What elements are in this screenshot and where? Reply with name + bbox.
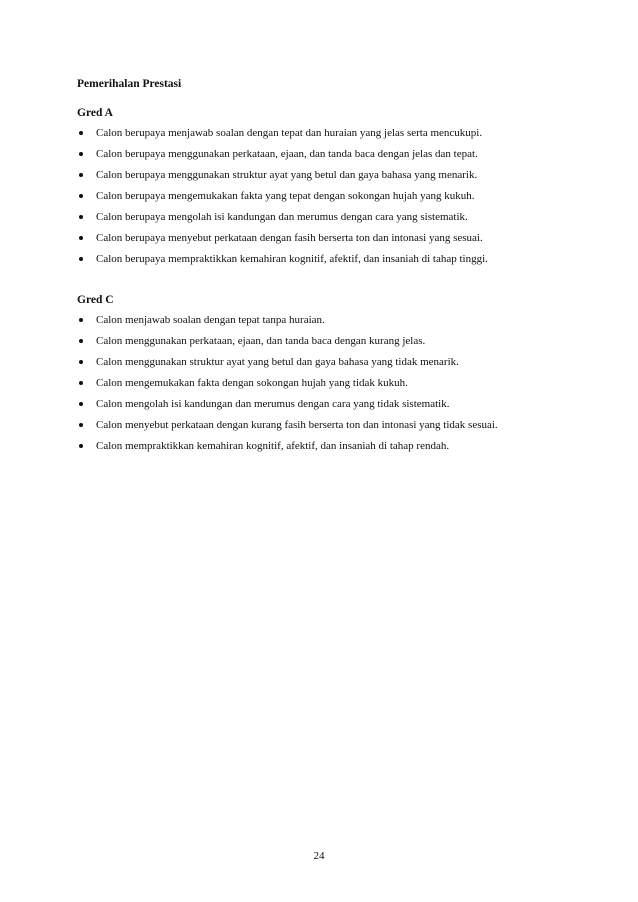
list-item-text: Calon berupaya mengemukakan fakta yang tepat dengan sokongan hujah yang kukuh.	[96, 190, 475, 202]
bullet-icon	[79, 444, 83, 448]
gred-c-heading: Gred C	[77, 294, 114, 306]
bullet-icon	[79, 236, 83, 240]
bullet-icon	[79, 194, 83, 198]
list-item-text: Calon menyebut perkataan dengan kurang fasih berserta ton dan intonasi yang tidak sesuai.	[96, 419, 498, 431]
bullet-icon	[79, 215, 83, 219]
bullet-icon	[79, 381, 83, 385]
bullet-icon	[79, 339, 83, 343]
list-item-text: Calon menjawab soalan dengan tepat tanpa huraian.	[96, 314, 325, 326]
list-item-text: Calon berupaya menjawab soalan dengan tepat dan huraian yang jelas serta mencukupi.	[96, 127, 483, 139]
bullet-icon	[79, 152, 83, 156]
list-item-text: Calon berupaya menggunakan perkataan, ejaan, dan tanda baca dengan jelas dan tepat.	[96, 148, 478, 160]
list-item-text: Calon berupaya mempraktikkan kemahiran kognitif, afektif, dan insaniah di tahap tinggi.	[96, 253, 488, 265]
gred-a-heading: Gred A	[77, 107, 113, 119]
list-item-text: Calon mengemukakan fakta dengan sokongan hujah yang tidak kukuh.	[96, 377, 408, 389]
page-number: 24	[313, 850, 325, 862]
bullet-icon	[79, 402, 83, 406]
list-item-text: Calon menggunakan struktur ayat yang betul dan gaya bahasa yang tidak menarik.	[96, 356, 459, 368]
bullet-icon	[79, 257, 83, 261]
list-item-text: Calon mempraktikkan kemahiran kognitif, afektif, dan insaniah di tahap rendah.	[96, 440, 450, 452]
bullet-icon	[79, 318, 83, 322]
list-item-text: Calon berupaya menggunakan struktur ayat yang betul dan gaya bahasa yang menarik.	[96, 169, 478, 181]
section-title: Pemerihalan Prestasi	[77, 78, 182, 90]
bullet-icon	[79, 131, 83, 135]
bullet-icon	[79, 360, 83, 364]
list-item-text: Calon menggunakan perkataan, ejaan, dan tanda baca dengan kurang jelas.	[96, 335, 426, 347]
bullet-icon	[79, 423, 83, 427]
list-item-text: Calon mengolah isi kandungan dan merumus dengan cara yang tidak sistematik.	[96, 398, 450, 410]
bullet-icon	[79, 173, 83, 177]
list-item-text: Calon berupaya mengolah isi kandungan dan merumus dengan cara yang sistematik.	[96, 211, 468, 223]
list-item-text: Calon berupaya menyebut perkataan dengan fasih berserta ton dan intonasi yang sesuai.	[96, 232, 483, 244]
